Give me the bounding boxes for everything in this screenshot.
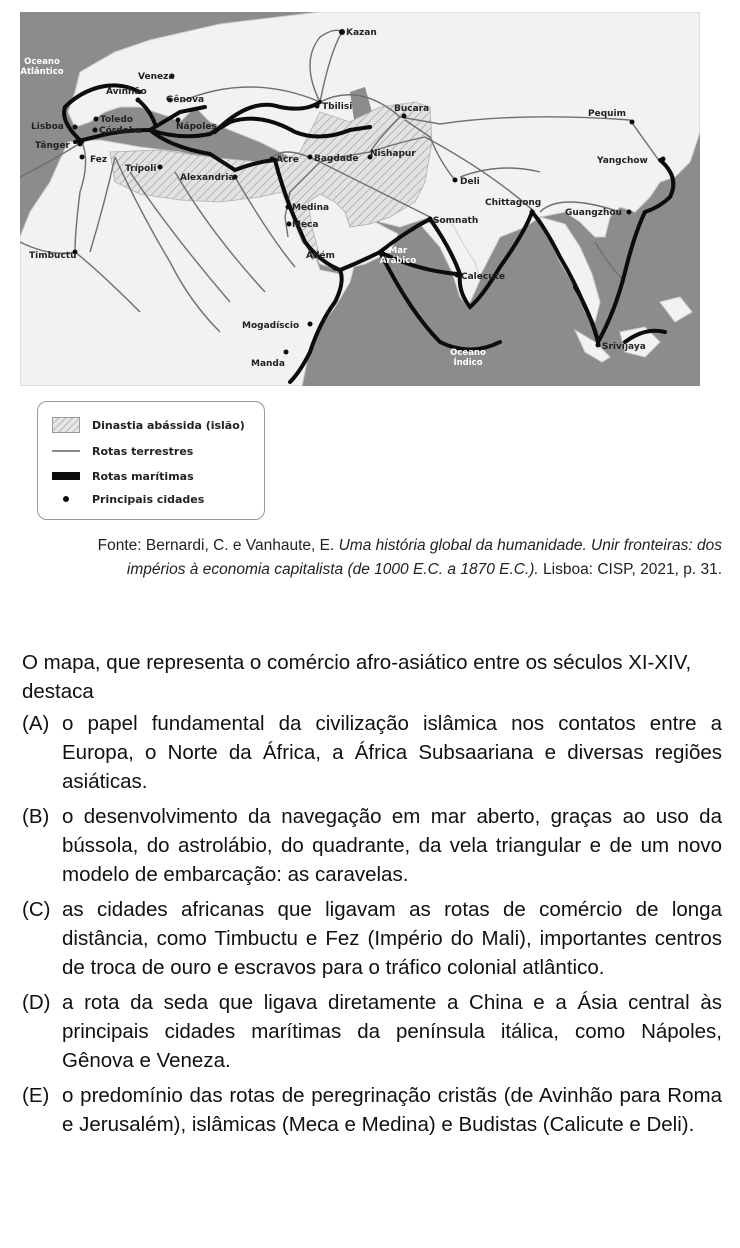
option-letter: (D) [22, 991, 51, 1014]
question-block [22, 648, 722, 1145]
source-title: Uma história global da humanidade. Unir fronteiras: dos impérios à economia capitalista (de 1000 E.C. a 1870 E.C.). [126, 537, 722, 578]
option-e[interactable] [22, 1081, 722, 1139]
ocean-label-arabian: Mar [388, 246, 408, 256]
city-label: Toledo [100, 115, 133, 125]
legend-item-sea-routes [52, 467, 194, 485]
city-label: Guangzhou [565, 208, 622, 218]
option-a[interactable] [22, 709, 722, 796]
thick-bar-icon [52, 469, 80, 483]
city-label: Tânger [35, 141, 70, 151]
city-label: Srivijaya [602, 342, 646, 352]
city-label: Avinhão [106, 87, 147, 97]
city-label: Somnath [433, 216, 479, 226]
city-label: Alexandria [180, 173, 235, 183]
city-label: Meca [292, 220, 319, 230]
city-label: Chittagong [485, 198, 542, 208]
dot-icon [52, 492, 80, 506]
legend-label: Rotas terrestres [92, 444, 194, 458]
hatch-swatch-icon [52, 418, 80, 432]
city-label: Mogadíscio [242, 321, 300, 331]
trade-routes-map [20, 12, 700, 386]
city-label: Nápoles [176, 122, 217, 132]
city-label: Manda [251, 359, 285, 369]
city-label: Bucara [394, 104, 430, 114]
city-label: Adém [306, 251, 335, 261]
source-citation [40, 534, 722, 581]
option-letter: (B) [22, 805, 50, 828]
map-legend [37, 401, 265, 520]
legend-label: Principais cidades [92, 492, 205, 506]
city-label: Veneza [138, 72, 175, 82]
city-label: Tbilisi [322, 102, 353, 112]
city-label: Bagdade [314, 154, 359, 164]
option-letter: (C) [22, 898, 51, 921]
source-suffix: Lisboa: CISP, 2021, p. 31. [538, 560, 722, 578]
city-label: Nishapur [370, 149, 416, 159]
city-label: Pequim [588, 109, 627, 119]
legend-item-land-routes [52, 442, 193, 460]
option-text: as cidades africanas que ligavam as rotas de comércio de longa distância, como Timbuctu e Fez (Império do Mali), importantes centros de troca de ouro e escravos para o tráfico colonial atlântico. [62, 898, 722, 979]
city-label: Trípoli [125, 164, 157, 174]
ocean-label-atlantic: Oceano [24, 57, 60, 67]
option-text: o predomínio das rotas de peregrinação cristãs (de Avinhão para Roma e Jerusalém), islâmicas (Meca e Medina) e Budistas (Calicute e Deli). [62, 1084, 722, 1136]
legend-item-abbasid [52, 416, 245, 434]
option-letter: (E) [22, 1084, 50, 1107]
city-label: Calecute [461, 272, 506, 282]
option-text: o desenvolvimento da navegação em mar aberto, graças ao uso da bússola, do astrolábio, do quadrante, da vela triangular e de um novo modelo de embarcação: as caravelas. [62, 805, 722, 886]
city-label: Gênova [166, 95, 205, 105]
option-d[interactable] [22, 988, 722, 1075]
option-c[interactable] [22, 895, 722, 982]
option-b[interactable] [22, 802, 722, 889]
city-label: Deli [460, 177, 480, 187]
thin-line-icon [52, 444, 80, 458]
city-label: Medina [292, 203, 330, 213]
option-text: a rota da seda que ligava diretamente a China e a Ásia central às principais cidades marítimas da península itálica, como Nápoles, Gênova e Veneza. [62, 991, 722, 1072]
source-prefix: Fonte: Bernardi, C. e Vanhaute, E. [97, 537, 339, 554]
city-label: Kazan [346, 28, 377, 38]
city-label: Córdoba [99, 126, 142, 136]
city-label: Fez [90, 155, 108, 165]
option-text: o papel fundamental da civilização islâmica nos contatos entre a Europa, o Norte da África, a África Subsaariana e diversas regiões asiáticas. [62, 712, 722, 793]
ocean-label-arabian-2: Arábico [379, 256, 417, 266]
ocean-label-atlantic-2: Atlântico [20, 67, 64, 77]
legend-label: Dinastia abássida (islão) [92, 418, 245, 432]
ocean-label-indian-2: Índico [453, 358, 483, 368]
city-label: Acre [276, 155, 299, 165]
city-label: Lisboa [31, 122, 64, 132]
city-label: Timbuctu [29, 251, 77, 261]
ocean-label-indian: Oceano [450, 348, 486, 358]
option-letter: (A) [22, 712, 50, 735]
legend-label: Rotas marítimas [92, 469, 194, 483]
question-stem: O mapa, que representa o comércio afro-asiático entre os séculos XI-XIV, destaca [22, 651, 692, 703]
legend-item-cities [52, 490, 204, 508]
city-label: Yangchow [597, 156, 648, 166]
